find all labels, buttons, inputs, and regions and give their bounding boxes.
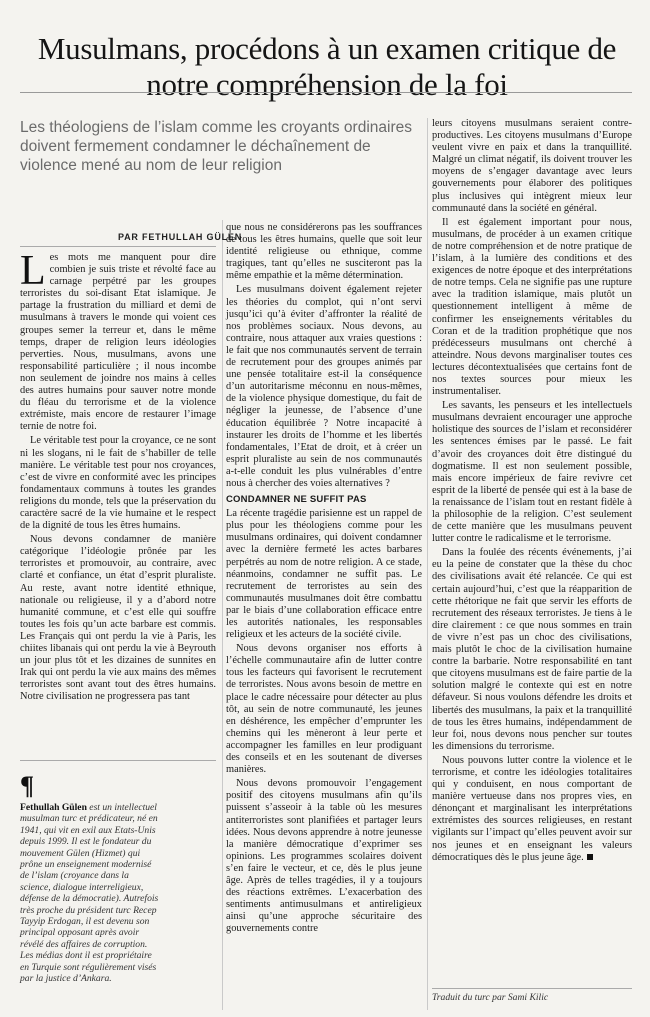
paragraph-text: es mots me manquent pour dire combien je suis triste et révolté face au carnage perpétré par les groupes terroristes du soi-disant Etat islamique. Je partage la frustration du milliard et demi de musulmans à travers le monde qui voient ces groupes semer la terreur et, dans le même temps, draper de religion leurs idéologies perverties. Nous, musulmans, avons une responsabilité particulière ; il nous incombe non seulement de joindre nos mains à celles des autres humains pour sauver notre monde du fléau du terrorisme et de la violence extrémiste, mais encore de restaurer l’image ternie de notre foi. — [20, 252, 216, 433]
headline: Musulmans, procédons à un examen critique de notre compréhension de la foi — [37, 30, 617, 102]
bio-rule — [20, 760, 216, 761]
column-divider — [222, 220, 223, 1010]
end-mark-icon — [587, 854, 593, 860]
paragraph: leurs citoyens musulmans seraient contre-productives. Les citoyens musulmans d’Europe veulent vivre en paix et dans la tranquillité. Malgré un climat négatif, ils doivent trouver les moyens de s’engager davantage avec leurs gouvernements pour élaborer des politiques plus inclusives qui intègrent mieux leur communauté dans la société en général. — [432, 118, 632, 214]
paragraph: La récente tragédie parisienne est un rappel de plus pour les théologiens comme pour les musulmans ordinaires, qui doivent condamner avec la dernière fermeté les actes barbares perpétrés au nom de notre religion. A ce stade, néanmoins, condamner ne suffit pas. Le recrutement de terroristes au sein des communautés musulmanes doit être combattu par le biais d’une collaboration efficace entre les autorités nationales, les responsables religieux et les acteurs de la société civile. — [226, 508, 422, 641]
drop-cap: L — [20, 248, 46, 294]
translation-rule — [432, 988, 632, 989]
paragraph: Le véritable test pour la croyance, ce ne sont ni les slogans, ni le fait de s’habiller de telle manière. Le véritable test pour nos croyances, c’est de vivre en conformité avec les principes fondamentaux communs à toutes les grandes religions du monde, tels que la préservation du caractère sacré de la vie humaine et le respect de la dignité de tous les êtres humains. — [20, 435, 216, 532]
paragraph: Il est également important pour nous, musulmans, de procéder à un examen critique de notre compréhension et de notre pratique de l’islam, à la lumière des conditions et des exigences de notre époque et des interprétations de notre temps. Cela ne signifie pas une rupture avec la tradition islamique, mais plutôt un questionnement intelligent à même de confirmer les enseignements véritables du Coran et de la tradition prophétique que nos prédécesseurs musulmans ont cherché à atteindre. Nous devons marginaliser toutes ces lectures décontextualisées que certains font de nos textes sources pour mieux les instrumentaliser. — [432, 216, 632, 398]
paragraph-text: Nous pouvons lutter contre la violence et le terrorisme, et contre les idéologies totalitaires qui y conduisent, en nous comportant de manière vertueuse dans nos propres vies, en dénonçant et marginalisant les interprétations extrémistes des sources religieuses, en restant vigilants sur l’impact qu’elles peuvent avoir sur nos jeunes et en enseignant les valeurs démocratiques dès le plus jeune âge. — [432, 754, 632, 863]
translation-credit: Traduit du turc par Sami Kilic — [432, 992, 549, 1003]
paragraph: Nous devons condamner de manière catégorique l’idéologie prônée par les terroristes et promouvoir, au contraire, avec clarté et confiance, un état d’esprit pluraliste. Au reste, avant notre identité ethnique, nationale ou religieuse, il y a d’abord notre humanité commune, et c’est elle qui souffre toutes les fois qu’un acte barbare est commis. Les Français qui ont perdu la vie à Paris, les chiites libanais qui ont perdu la vie à Beyrouth un jour plus tôt et les dizaines de sunnites en Irak qui ont perdu la vie aux mains des mêmes terroristes sont avant tout des êtres humains. Notre civilisation ne progressera pas tant — [20, 534, 216, 703]
quote-mark-icon: ¶ — [20, 771, 35, 800]
byline: PAR FETHULLAH GÜLEN — [118, 232, 243, 242]
author-name: Fethullah Gülen — [20, 802, 87, 813]
byline-rule — [20, 246, 216, 247]
author-bio — [20, 802, 160, 985]
paragraph: que nous ne considérerons pas les souffrances de tous les êtres humains, quelle que soit leur identité religieuse ou ethnique, comme tragiques, tant qu’elles ne susciteront pas la même empathie et la même détermination. — [226, 222, 422, 282]
column-divider — [427, 118, 428, 1010]
standfirst: Les théologiens de l’islam comme les croyants ordinaires doivent fermement condamner le déchaînement de violence mené au nom de leur religion — [20, 119, 412, 174]
paragraph: Nous devons promouvoir l’engagement positif des citoyens musulmans afin qu’ils puissent s’asseoir à la table où les mesures antiterroristes sont planifiées et partager leurs idées. Nous devons apprendre à notre jeunesse la manière démocratique d’exprimer ses opinions. Les programmes scolaires doivent s’en faire le vecteur, et ce, dès le plus jeune âge. Après de telles tragédies, il y a toujours des réactions extrêmes. L’exacerbation des sentiments antimusulmans et antireligieux ainsi qu’une approche sécuritaire des gouvernements contre — [226, 778, 422, 935]
author-bio-text: est un intellectuel musulman turc et prédicateur, né en 1941, qui vit en exil aux Etats-Unis depuis 1999. Il est le fondateur du mouvement Gülen (Hizmet) qui prône un enseignement modernisé de l’islam (croyance dans la science, dialogue interreligieux, défense de la démocratie). Autrefois très proche du président turc Recep Tayyip Erdogan, il est devenu son principal opposant après avoir révélé des affaires de corruption. Les médias dont il est propriétaire en Turquie sont régulièrement visés par la justice d’Ankara. — [20, 802, 159, 985]
article-column-2 — [226, 222, 422, 937]
article-column-1 — [20, 248, 216, 705]
section-heading: CONDAMNER NE SUFFIT PAS — [226, 494, 367, 506]
paragraph: Les savants, les penseurs et les intellectuels musulmans devraient encourager une approche holistique des sources de l’islam et reconsidérer les sentences émises par le passé. Le fait d’avoir des croyances doit être distingué du dogmatisme. Il est non seulement possible, mais encore impérieux de faire revivre cet esprit de la liberté de pensée qui est à la base de la renaissance de l’islam tout en restant fidèle à la philosophie de la religion. C’est seulement de cette manière que les musulmans peuvent lutter contre le radicalisme et le terrorisme. — [432, 400, 632, 545]
paragraph: Nous devons organiser nos efforts à l’échelle communautaire afin de lutter contre tous les facteurs qui favorisent le recrutement de terroristes. Nous avons besoin de mettre en place le cadre nécessaire pour détecter au plus tôt, au sein de notre communauté, les jeunes en déshérence, les empêcher d’emprunter les chemins qui les mèneront à leur perte et accompagner les familles en leur prodiguant des conseils et en les soutenant de diverses manières. — [226, 643, 422, 776]
paragraph: Dans la foulée des récents événements, j’ai eu la peine de constater que la thèse du choc des civilisations avait été relancée. Ce qui est certain aujourd’hui, c’est que la réapparition de cette rhétorique ne fait que servir les efforts de recrutement des réseaux terroristes. Je tiens à le dire clairement : ce que nous sommes en train de vivre n’est pas un choc des civilisations, mais plutôt le choc de la civilisation humaine contre la barbarie. Notre responsabilité en tant que citoyens musulmans est de faire partie de la solution malgré le contexte qui est en notre défaveur. Si nous voulons défendre les droits et libertés des musulmans, la paix et la tranquillité de tous les êtres humains, indépendamment de leur foi, nous devons nous pencher sur toutes les dimensions du terrorisme. — [432, 547, 632, 752]
paragraph: Les musulmans doivent également rejeter les théories du complot, qui n’ont servi jusqu’ici qu’à éviter d’affronter la réalité de nos problèmes sociaux. Nous devons, au contraire, nous attaquer aux vraies questions : le fait que nos communautés servent de terrain de recrutement pour des groupes animés par une pensée totalitaire est-il la conséquence d’un autoritarisme méconnu en nous-mêmes, de la violence physique domestique, du fait de négliger la jeunesse, de l’absence d’une éducation équilibrée ? Notre incapacité à instaurer les droits de l’homme et les libertés fondamentales, l’Etat de droit, et à créer un esprit pluraliste au sein de nos communautés a-t-elle conduit les plus vulnérables d’entre nous à chercher des voies alternatives ? — [226, 284, 422, 489]
paragraph — [20, 248, 216, 433]
article-column-3 — [432, 118, 632, 866]
title-rule — [20, 92, 632, 93]
paragraph — [432, 755, 632, 864]
